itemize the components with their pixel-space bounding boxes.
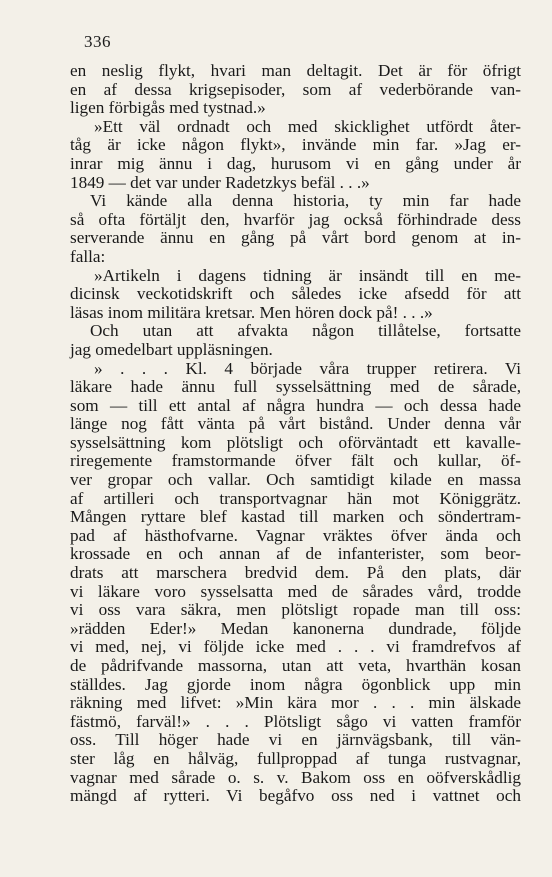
text-line: en af dessa krigsepisoder, som af vederbörande van- — [70, 79, 521, 99]
text-line: 1849 — det var under Radetzkys befäl . . .» — [70, 172, 370, 192]
text-line: de pådrifvande massorna, utan att veta, hvarthän kosan — [70, 656, 521, 675]
text-line: pad af hästhofvarne. Vagnar vräktes öfver ända och — [70, 525, 521, 545]
text-line: så ofta förtäljt den, hvarför jag också förhindrade dess — [70, 209, 521, 229]
text-line: serverande ännu en gång på vårt bord genom at in- — [70, 228, 521, 248]
text-line: » . . . Kl. 4 började våra trupper retirera. Vi — [94, 358, 521, 378]
text-line: »Ett väl ordnadt och med skicklighet utfördt åter- — [94, 116, 521, 136]
text-line: länge nog fått vänta på vårt bistånd. Under denna vår — [70, 414, 521, 434]
text-line: krossade en och annan af de infanterister, som beor- — [70, 544, 521, 564]
text-line: ver gropar och vallar. Och samtidigt kilade en massa — [70, 470, 521, 490]
text-line: en neslig flykt, hvari man deltagit. Det är för öfrigt — [70, 61, 521, 80]
text-line: mängd af rytteri. Vi begåfvo oss ned i vattnet och — [70, 786, 521, 806]
text-line: riregemente framstormande öfver fält och kullar, öf- — [70, 451, 521, 471]
body-text — [70, 62, 521, 806]
text-line: ster låg en hålväg, fullproppad af tunga rustvagnar, — [70, 748, 521, 768]
text-line: falla: — [70, 246, 106, 266]
text-line: Och utan att afvakta någon tillåtelse, fortsatte — [90, 321, 521, 341]
text-line: af artilleri och transportvagnar hän mot Königgrätz. — [70, 488, 521, 508]
text-line: ligen förbigås med tystnad.» — [70, 98, 266, 118]
text-line: Vi kände alla denna historia, ty min far hade — [90, 191, 521, 211]
text-line: inrar mig ännu i dag, hurusom vi en gång under år — [70, 153, 521, 173]
text-line: vi oss vara säkra, men plötsligt ropade man till oss: — [70, 600, 521, 620]
text-line: vagnar med sårade o. s. v. Bakom oss en oöfverskådlig — [70, 767, 521, 787]
text-line: jag omedelbart uppläsningen. — [70, 339, 273, 359]
text-line: ställdes. Jag gjorde inom några ögonblick upp min — [70, 674, 521, 694]
text-line: oss. Till höger hade vi en järnvägsbank, till vän- — [70, 730, 521, 750]
text-line: vi läkare voro sysselsatta med de sårades vård, trodde — [70, 581, 521, 601]
text-line: drats att marschera bredvid dem. På den plats, där — [70, 563, 521, 583]
text-line: läkare hade ännu full sysselsättning med de sårade, — [70, 377, 521, 397]
text-line: dicinsk veckotidskrift och således icke afsedd för att — [70, 284, 521, 304]
text-line: räkning med lifvet: »Min kära mor . . . min älskade — [70, 693, 521, 713]
text-line: »rädden Eder!» Medan kanonerna dundrade, följde — [70, 618, 521, 638]
text-line: vi med, nej, vi följde icke med . . . vi framdrefvos af — [70, 637, 521, 657]
text-line: fästmö, farväl!» . . . Plötsligt sågo vi vatten framför — [70, 711, 521, 731]
text-line: Mången ryttare blef kastad till marken och söndertram- — [70, 507, 521, 527]
text-line: sysselsättning kom plötsligt och oförväntadt ett kavalle- — [70, 432, 521, 452]
text-line: tåg är icke någon flykt», invände min far. »Jag er- — [70, 135, 521, 155]
text-line: »Artikeln i dagens tidning är insändt till en me- — [94, 265, 521, 285]
text-line: som — till ett antal af några hundra — och dessa hade — [70, 395, 521, 415]
page-number: 336 — [84, 32, 111, 51]
text-line: läsas inom militära kretsar. Men hören dock på! . . .» — [70, 302, 433, 322]
